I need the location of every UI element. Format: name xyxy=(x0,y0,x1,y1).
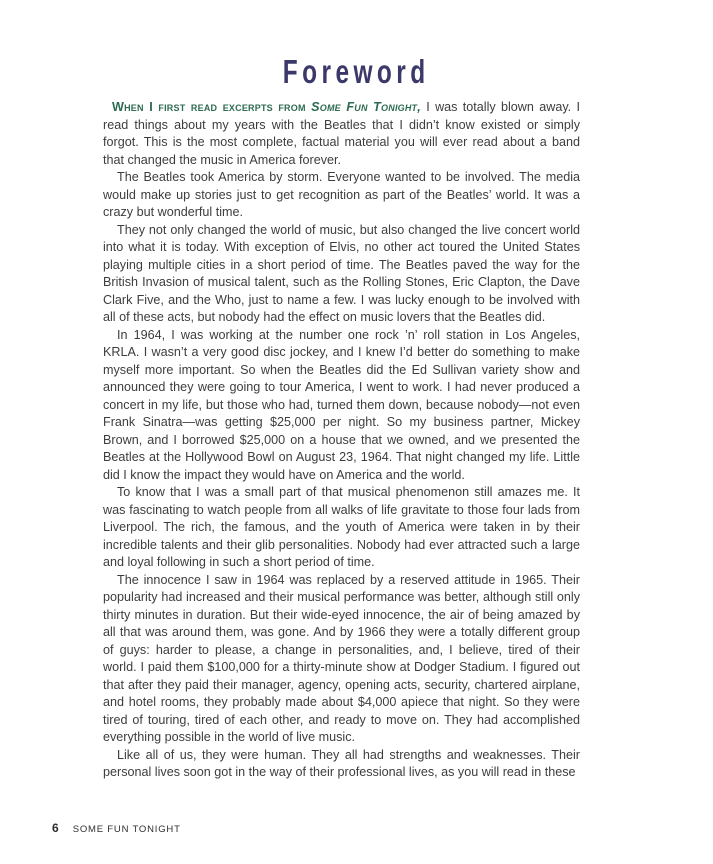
opening-paragraph-text: I was totally blown away. I read things about my years with the Beatles that I didn’t know existed or simply forgot. This is the most complete, factual material you will ever read about a band that changed the music in America forever. xyxy=(103,100,580,167)
paragraph: Like all of us, they were human. They all had strengths and weaknesses. Their personal lives soon got in the way of their professional lives, as you will read in these xyxy=(103,747,580,779)
foreword-body xyxy=(103,99,580,782)
paragraph: The innocence I saw in 1964 was replaced by a reserved attitude in 1965. Their popularity had increased and their musical performance was better, although still only thirty minutes in duration. But their wide-eyed innocence, the air of being amazed by all that was around them, was gone. And by 1966 they were a totally different group of guys: harder to please, a change in personalities, and, I believe, tired of their world. I paid them $100,000 for a thirty-minute show at Dodger Stadium. I figured out that after they paid their manager, agency, opening acts, security, chartered airplane, and hotel rooms, they probably made about $4,000 apiece that night. So they were tired of touring, tired of each other, and ready to move on. They had accomplished everything possible in the world of live music. xyxy=(103,572,580,744)
paragraph: The Beatles took America by storm. Everyone wanted to be involved. The media would make up stories just to get recognition as part of the Beatles’ world. It was a crazy but wonderful time. xyxy=(103,170,580,219)
foreword-paragraphs xyxy=(103,169,580,782)
opening-paragraph xyxy=(103,99,580,169)
paragraph: They not only changed the world of music, but also changed the live concert world into what it is today. With exception of Elvis, no other act toured the United States playing multiple cities in a short period of time. The Beatles paved the way for the British Invasion of musical talent, such as the Rolling Stones, Eric Clapton, the Dave Clark Five, and the Who, just to name a few. I was lucky enough to be involved with all of these acts, but nobody had the effect on music lovers that the Beatles did. xyxy=(103,222,580,324)
page-title-text: Foreword xyxy=(283,53,430,90)
running-title: SOME FUN TONIGHT xyxy=(72,824,181,835)
page-title xyxy=(0,54,713,90)
page-number: 6 xyxy=(52,821,59,835)
page-footer xyxy=(52,821,181,835)
paragraph: In 1964, I was working at the number one rock ’n’ roll station in Los Angeles, KRLA. I wasn’t a very good disc jockey, and I knew I’d better do something to make myself more important. So when the Beatles did the Ed Sullivan variety show and announced they were going to tour America, I went to work. I had never produced a concert in my life, but those who had, turned them down, because nobody—not even Frank Sinatra—was getting $25,000 per night. So my business partner, Mickey Brown, and I borrowed $25,000 on a house that we owned, and we presented the Beatles at the Hollywood Bowl on August 23, 1964. That night changed my life. Little did I know the impact they would have on America and the world. xyxy=(103,327,580,482)
lead-in-smallcaps: When I first read excerpts from xyxy=(112,100,312,114)
paragraph: To know that I was a small part of that musical phenomenon still amazes me. It was fascinating to watch people from all walks of life gravitate to those four lads from Liverpool. The rich, the famous, and the youth of America were taken in by their incredible talents and their glib personalities. Nobody had ever attracted such a large and loyal following in such a short period of time. xyxy=(103,485,580,569)
book-title-reference: Some Fun Tonight, xyxy=(311,100,421,114)
